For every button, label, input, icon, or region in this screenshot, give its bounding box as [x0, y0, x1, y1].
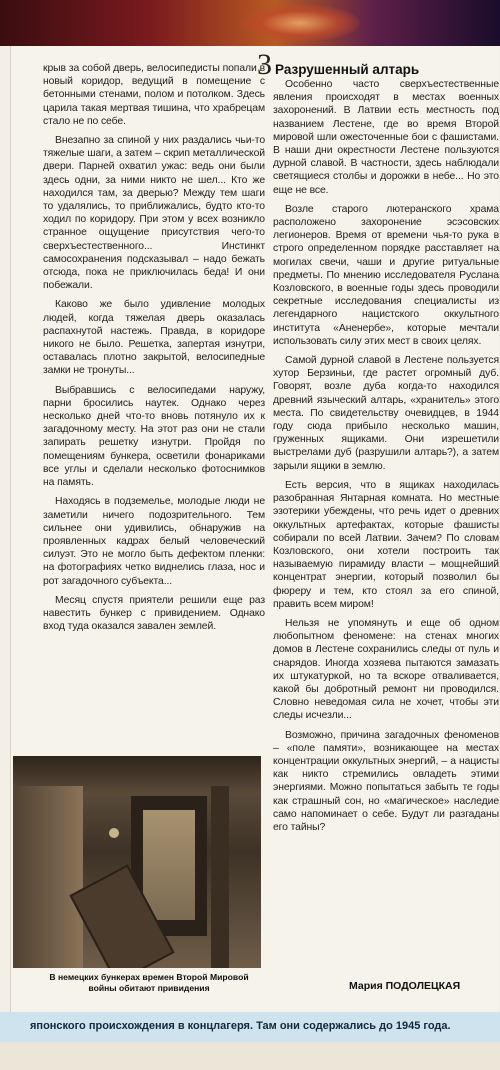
bottom-strip-text: японского происхождения в концлагеря. Там они содержались до 1945 года.: [30, 1020, 451, 1032]
section-number: 3: [257, 48, 272, 81]
photo-caption: В немецких бункерах времен Второй Мировой войны обитают привидения: [49, 972, 249, 993]
article-author: Мария ПОДОЛЕЦКАЯ: [349, 980, 461, 992]
section-title: Разрушенный алтарь: [275, 62, 420, 77]
photo-wooden-beam: [211, 786, 229, 968]
right-paragraph-2: Возле старого лютеранского храма расположено захоронение эсэсовских легионеров. Время от времени чья-то рука в строго определенном порядке расставляет на могилах свечи, чаши и другие ритуальные предметы. По мнению исследователя Руслана Козловского, в военные годы здесь проводили секретные исследования специалисты из легендарного нацистского оккультного института «Аненербе», которые мечтали использовать силу этих мест в своих целях.: [273, 203, 499, 347]
article-right-column: [273, 78, 499, 840]
bottom-margin: [0, 1042, 500, 1070]
banner-swirl-graphic: [240, 4, 360, 42]
left-paragraph-5: Находясь в подземелье, молодые люди не заметили ничего подозрительного. Тем сильнее они удивились, обнаружив на проявленных кадрах белый человеческий силуэт. Это не могло быть дефектом пленки: на фотографиях четко виднелись глаза, нос и рот загадочного субъекта...: [43, 496, 265, 587]
right-paragraph-1: Особенно часто сверхъестественные явления происходят в местах военных захоронений. В Латвии есть местность под названием Лестене, где во время Второй мировой шли ожесточенные бои с фашистами. В наши дни окрестности Лестене пользуются дурной славой. В частности, здесь наблюдали светящиеся столбы и дорожки в небе... Но это еще не все.: [273, 79, 499, 196]
right-paragraph-6: Возможно, причина загадочных феноменов – «поле памяти», возникающее на местах концентрации оккультных энергий, – а нацисты как никто стремились овладеть этими энергиями. Можно попытаться забыть те годы как страшный сон, но «магическое» наследие само напоминает о себе. Будут ли разгаданы его тайны?: [273, 729, 499, 833]
article-page: [10, 46, 499, 1012]
left-paragraph-3: Каково же было удивление молодых людей, когда тяжелая дверь оказалась распахнутой настежь. Правда, в коридоре никого не было. Решетка, запертая изнутри, оставалась плотно закрытой, велосипедные замки не тронуты...: [43, 299, 265, 377]
left-paragraph-2: Внезапно за спиной у них раздались чьи-то тяжелые шаги, а затем – скрип металлической двери. Парней охватил ужас: ведь они были здесь одни, за ними никто не шел... Кто же находился там, за дверью? Между тем шаги то удалялись, то приближались, будто кто-то ходил по коридору. При этом у всех возникло странное ощущение присутствия чего-то сверхъестественного... Инстинкт самосохранения подсказывал – надо бежать отсюда, пока не приключилась беда! И они побежали.: [43, 135, 265, 292]
right-paragraph-5: Нельзя не упомянуть и еще об одном любопытном феномене: на стенах многих домов в Лестене сохранились следы от пуль и снарядов. Иногда хозяева пытаются замазать их штукатуркой, но та вскоре отваливается, какой бы добротный ремонт ни проводился. Словно неведомая сила не хочет, чтобы эти следы исчезли...: [273, 617, 499, 722]
bunker-photo: [13, 756, 261, 968]
photo-vent-hole: [109, 828, 119, 838]
right-paragraph-4: Есть версия, что в ящиках находилась разобранная Янтарная комната. Но местные эзотерики убеждены, что речь идет о древних оккультных артефактах, которые фашисты собирали по всей Латвии. Зачем? По словам Козловского, они хотели построить так называемую пирамиду власти – мощнейший концентрат энергии, который позволил бы фюреру и тем, кто стоял за его спиной, править всем миром!: [273, 479, 499, 610]
left-paragraph-1: крыв за собой дверь, велосипедисты попали в новый коридор, ведущий в помещение с бетонными стенами, полом и потолком. Здесь царила такая мертвая тишина, что храбрецам стало не по себе.: [43, 63, 265, 127]
article-left-column: [43, 62, 265, 639]
right-paragraph-3: Самой дурной славой в Лестене пользуется хутор Берзиньи, где растет огромный дуб. Говорят, возле дуба когда-то находился древний языческий алтарь, «хранитель» этого места. По свидетельству очевидцев, в 1944 году сюда прибыло несколько машин, груженных ящиками. Они изрешетили выстрелами дуб (разрушили алтарь?), а затем зарыли ящики в землю.: [273, 355, 499, 472]
top-banner-image: [0, 0, 500, 46]
left-paragraph-6: Месяц спустя приятели решили еще раз навестить бункер с привидением. Однако вход туда оказался завален землей.: [43, 594, 265, 633]
photo-left-wall: [13, 786, 83, 968]
photo-doorway: [143, 810, 195, 920]
left-paragraph-4: Выбравшись с велосипедами наружу, парни бросились наутек. Однако через несколько дней что-то вновь потянуло их к загадочному месту. На этот раз они не стали запирать решетку изнутри. Пройдя по помещениям бункера, осветили фонариками все углы и сделали несколько фотоснимков на память.: [43, 384, 265, 489]
bottom-strip: [0, 1012, 500, 1042]
